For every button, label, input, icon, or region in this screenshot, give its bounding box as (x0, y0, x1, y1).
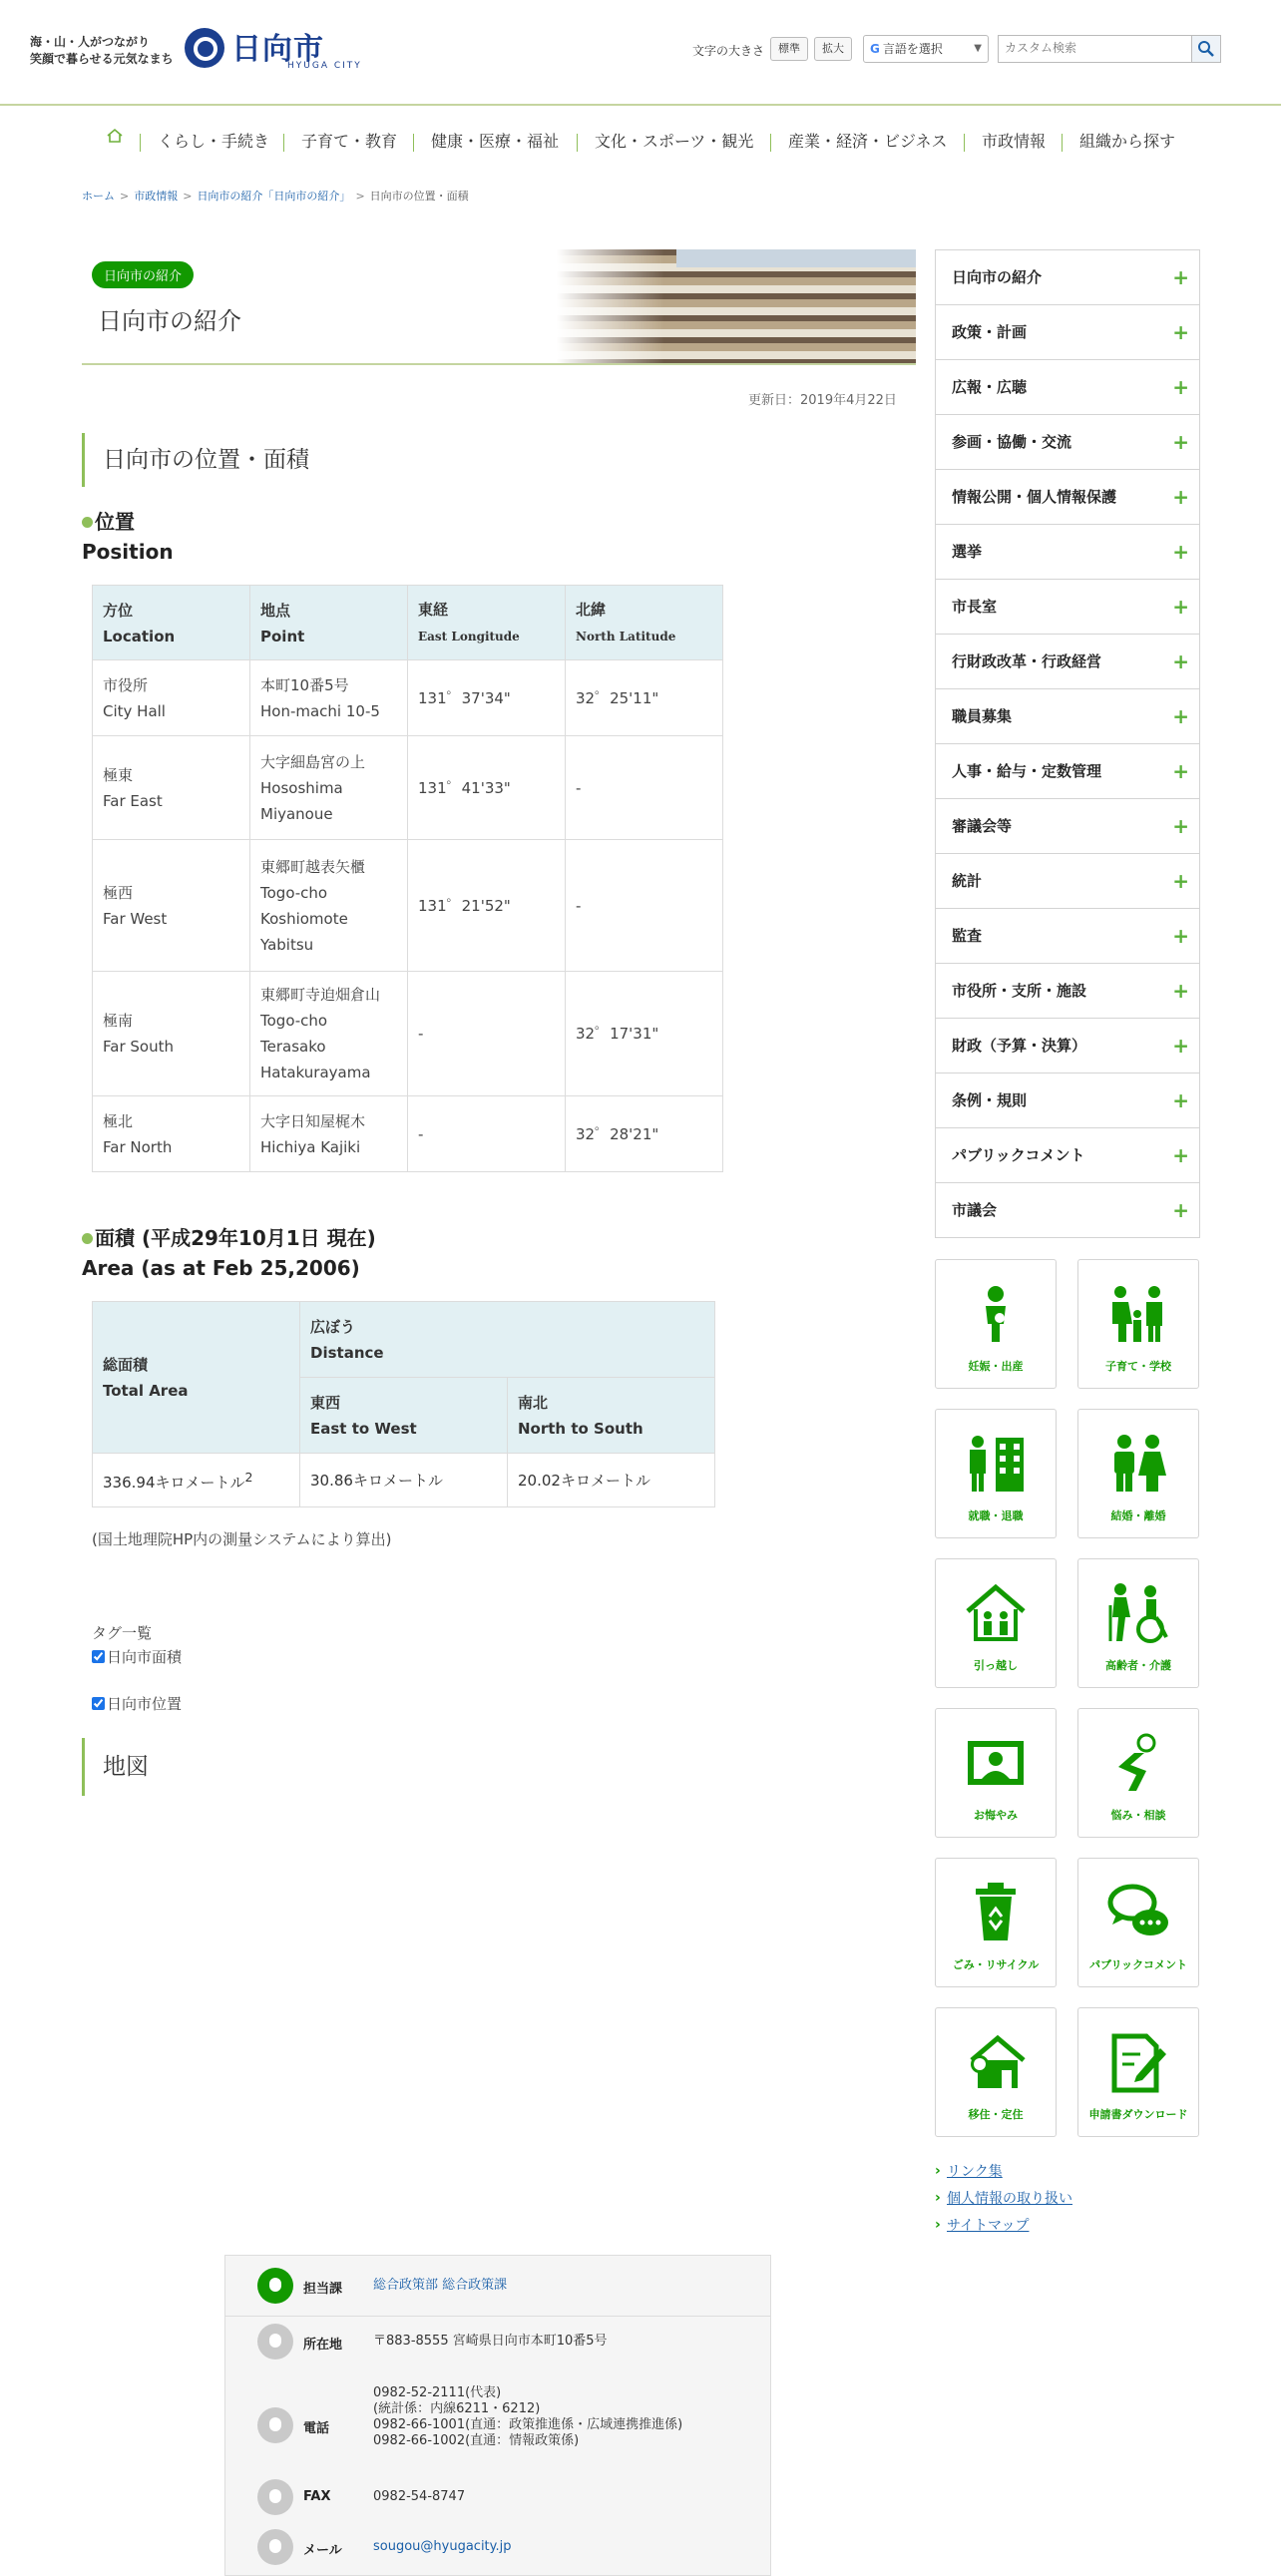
plus-icon[interactable]: + (1172, 265, 1189, 289)
sidebar-item[interactable]: 市長室 + (936, 580, 1199, 635)
area-heading: 面積 (平成29年10月1日 現在) Area (as at Feb 25,2006) (82, 1226, 376, 1280)
tag-item[interactable]: 日向市面積 (92, 1646, 182, 1667)
bullet-icon (82, 517, 93, 528)
breadcrumb: ホーム > 市政情報 > 日向市の紹介「日向市の紹介」 > 日向市の位置・面積 (82, 190, 469, 203)
phone-icon (257, 2407, 293, 2443)
link-item (935, 2213, 1072, 2240)
position-heading: 位置 Position (82, 510, 174, 564)
document-pen-icon (1106, 2030, 1170, 2094)
location-pin-icon (257, 2324, 293, 2360)
card-marriage[interactable]: 結婚・離婚 (1077, 1409, 1199, 1538)
col-east-west: 東西 East to West (300, 1378, 508, 1454)
plus-icon[interactable]: + (1172, 375, 1189, 399)
email-link[interactable]: sougou@hyugacity.jp (373, 2539, 512, 2554)
card-employment[interactable]: 就職・退職 (935, 1409, 1057, 1538)
home-icon[interactable] (106, 128, 124, 148)
sidebar-item[interactable]: 政策・計画 + (936, 305, 1199, 360)
sidebar-item[interactable]: 広報・広聴 + (936, 360, 1199, 415)
plus-icon[interactable]: + (1172, 485, 1189, 509)
house-tree-icon (964, 2030, 1028, 2094)
plus-icon[interactable]: + (1172, 1143, 1189, 1167)
col-total-area: 総面積 Total Area (93, 1302, 300, 1454)
mail-icon (257, 2529, 293, 2565)
plus-icon[interactable]: + (1172, 1198, 1189, 1222)
site-logo-sub: HYUGA CITY (287, 61, 362, 71)
elderly-wheelchair-icon (1106, 1581, 1170, 1645)
nav-item-health[interactable]: 健康・医療・福祉 (431, 132, 560, 151)
sidebar-item[interactable]: 審議会等 + (936, 799, 1199, 854)
portrait-frame-icon (964, 1731, 1028, 1795)
table-row: 市役所 City Hall 本町10番5号 Hon-machi 10-5 131゜37'34" 32゜25'11" (93, 660, 723, 736)
site-logo-text[interactable]: 日向市 (231, 32, 324, 67)
nav-item-industry[interactable]: 産業・経済・ビジネス (788, 132, 948, 151)
card-childcare[interactable]: 子育て・学校 (1077, 1259, 1199, 1389)
family-icon (1106, 1282, 1170, 1346)
speech-bubbles-icon (1106, 1881, 1170, 1944)
col-point: 地点 Point (250, 586, 408, 660)
global-nav (0, 106, 1281, 182)
card-elderly-care[interactable]: 高齢者・介護 (1077, 1558, 1199, 1688)
table-row: 極北 Far North 大字日知屋梶木 Hichiya Kajiki - 32゜28'21" (93, 1096, 723, 1172)
house-family-icon (964, 1581, 1028, 1645)
col-north: 北緯 North Latitude (566, 586, 723, 660)
card-pregnancy[interactable]: 妊娠・出産 (935, 1259, 1057, 1389)
tag-item[interactable]: 日向市位置 (92, 1693, 182, 1714)
col-location: 方位 Location (93, 586, 250, 660)
plus-icon[interactable]: + (1172, 649, 1189, 673)
category-title: 日向市の紹介 (98, 307, 241, 335)
site-tagline (30, 34, 174, 68)
breadcrumb-home[interactable]: ホーム (82, 190, 115, 203)
area-table (92, 1301, 715, 1507)
tagline-line1: 海・山・人がつながり (30, 35, 151, 49)
position-table (92, 585, 723, 1172)
couple-icon (1106, 1432, 1170, 1496)
sidebar-item[interactable]: 選挙 + (936, 525, 1199, 580)
sitemap-link[interactable]: サイトマップ (947, 2218, 1030, 2234)
plus-icon[interactable]: + (1172, 704, 1189, 728)
breadcrumb-current: 日向市の位置・面積 (369, 190, 469, 203)
plus-icon[interactable]: + (1172, 320, 1189, 344)
links-page-link[interactable]: リンク集 (947, 2164, 1003, 2180)
plus-icon[interactable]: + (1172, 1088, 1189, 1112)
card-forms-download[interactable]: 申請書ダウンロード (1077, 2007, 1199, 2137)
font-standard-button[interactable]: 標準 (770, 37, 808, 61)
breadcrumb-city-info[interactable]: 市政情報 (134, 190, 179, 203)
divider (225, 2316, 770, 2317)
nav-item-living[interactable]: くらし・手続き (158, 132, 270, 151)
site-header (0, 0, 1281, 106)
font-size-label: 文字の大きさ (692, 44, 765, 58)
map-heading: 地図 (82, 1738, 917, 1796)
plus-icon[interactable]: + (1172, 814, 1189, 838)
sidebar-item[interactable]: 条例・規則 + (936, 1073, 1199, 1128)
department-link[interactable]: 総合政策部 総合政策課 (373, 2278, 508, 2293)
col-distance: 広ぼう Distance (300, 1302, 715, 1378)
sidebar-item[interactable]: 参画・協働・交流 + (936, 415, 1199, 470)
page-title: 日向市の位置・面積 (82, 433, 917, 487)
plus-icon[interactable]: + (1172, 595, 1189, 619)
plus-icon[interactable]: + (1172, 1034, 1189, 1058)
language-select[interactable] (863, 35, 989, 63)
chevron-down-icon: ▼ (974, 43, 982, 54)
sidebar-item[interactable]: 監査 + (936, 909, 1199, 964)
area-note: (国土地理院HP内の測量システムにより算出) (92, 1530, 392, 1548)
sidebar-item[interactable]: 市役所・支所・施設 + (936, 964, 1199, 1019)
search-icon (1192, 36, 1220, 62)
sidebar-item[interactable]: 市議会 + (936, 1183, 1199, 1237)
link-item (935, 2186, 1072, 2213)
card-relocation[interactable]: 移住・定住 (935, 2007, 1057, 2137)
sidebar-item[interactable]: パブリックコメント + (936, 1128, 1199, 1183)
nav-item-culture[interactable]: 文化・スポーツ・観光 (595, 132, 754, 151)
search-box (998, 35, 1221, 63)
plus-icon[interactable]: + (1172, 759, 1189, 783)
sidebar-item[interactable]: 情報公開・個人情報保護 + (936, 470, 1199, 525)
table-header-row (93, 1302, 715, 1378)
card-public-comment[interactable]: パブリックコメント (1077, 1858, 1199, 1987)
sidebar-menu (935, 249, 1200, 1238)
worried-person-icon (1106, 1731, 1170, 1795)
plus-icon[interactable]: + (1172, 924, 1189, 948)
card-moving[interactable]: 引っ越し (935, 1558, 1057, 1688)
privacy-link[interactable]: 個人情報の取り扱い (947, 2191, 1072, 2207)
sidebar-item[interactable]: 人事・給与・定数管理 + (936, 744, 1199, 799)
font-large-button[interactable]: 拡大 (814, 37, 852, 61)
table-row: 極東 Far East 大字細島宮の上 Hososhima Miyanoue 131゜41'33" - (93, 736, 723, 840)
table-row: 極西 Far West 東郷町越表矢櫃 Togo-cho Koshiomote Yabitsu 131゜21'52" - (93, 840, 723, 972)
col-east: 東経 East Longitude (408, 586, 566, 660)
google-g-icon: G (870, 42, 880, 56)
tag-checkbox[interactable] (92, 1697, 105, 1710)
table-header-row (93, 586, 723, 660)
category-hero (82, 249, 916, 365)
contact-box: 担当課 総合政策部 総合政策課 所在地 〒883-8555 宮崎県日向市本町10番5号 電話 0982-52-2111(代表) (統計係：内線6211・6212) 0982-66-1001(直通：政策推進係・広域連携推進係) 0982-66-1002(直通：情報政策係) FAX 0982-54-8747 メール sougou@hyugacity.jp (224, 2255, 771, 2576)
recycle-bin-icon (964, 1881, 1028, 1944)
card-condolence[interactable]: お悔やみ (935, 1708, 1057, 1838)
card-garbage[interactable]: ごみ・リサイクル (935, 1858, 1057, 1987)
language-label: 言語を選択 (882, 42, 943, 56)
bullet-icon (82, 1233, 93, 1244)
search-input[interactable] (999, 36, 1190, 60)
plus-icon[interactable]: + (1172, 979, 1189, 1003)
tagline-line2: 笑顔で暮らせる元気なまち (30, 52, 174, 66)
sidebar-links (935, 2159, 1072, 2240)
breadcrumb-intro[interactable]: 日向市の紹介「日向市の紹介」 (197, 190, 351, 203)
nav-item-city-info[interactable]: 市政情報 (982, 132, 1047, 151)
plus-icon[interactable]: + (1172, 540, 1189, 564)
sidebar-item[interactable]: 行財政改革・行政経営 + (936, 635, 1199, 689)
category-badge[interactable]: 日向市の紹介 (92, 261, 194, 288)
tag-checkbox[interactable] (92, 1650, 105, 1663)
city-hall-photo (557, 249, 916, 363)
card-consultation[interactable]: 悩み・相談 (1077, 1708, 1199, 1838)
updated-date: 更新日：2019年4月22日 (748, 393, 897, 408)
table-row: 極南 Far South 東郷町寺迫畑倉山 Togo-cho Terasako Hatakurayama - 32゜17'31" (93, 972, 723, 1096)
fax-icon (257, 2479, 293, 2515)
plus-icon[interactable]: + (1172, 869, 1189, 893)
sidebar-item[interactable]: 財政（予算・決算） + (936, 1019, 1199, 1073)
sidebar-item[interactable]: 日向市の紹介 + (936, 250, 1199, 305)
nav-item-organization[interactable]: 組織から探す (1079, 132, 1176, 151)
department-icon (257, 2268, 293, 2304)
nav-item-childcare[interactable]: 子育て・教育 (301, 132, 398, 151)
sidebar-item[interactable]: 職員募集 + (936, 689, 1199, 744)
sidebar-item[interactable]: 統計 + (936, 854, 1199, 909)
search-button[interactable] (1191, 36, 1220, 62)
col-north-south: 南北 North to South (508, 1378, 715, 1454)
tags-title: タグ一覧 (92, 1624, 153, 1642)
plus-icon[interactable]: + (1172, 430, 1189, 454)
table-row: 336.94キロメートル$^2$ 30.86キロメートル 20.02キロメートル (93, 1454, 715, 1507)
employment-icon (964, 1432, 1028, 1496)
city-logo-icon[interactable] (185, 28, 224, 68)
pregnancy-icon (964, 1282, 1028, 1346)
link-item (935, 2159, 1072, 2186)
